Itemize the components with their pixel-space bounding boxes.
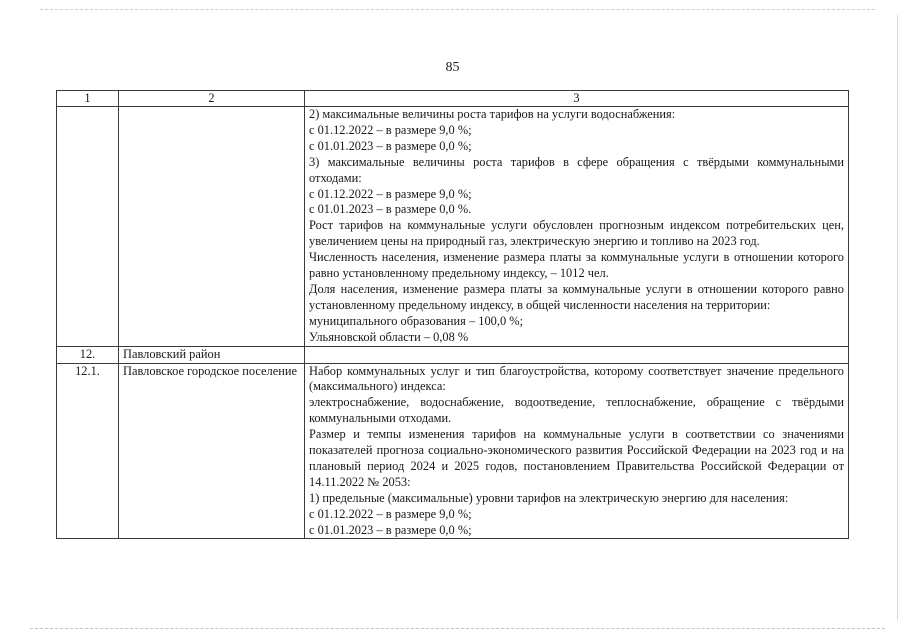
text-line: Ульяновской области – 0,08 % [309,329,469,344]
text-line: Размер и темпы изменения тарифов на коммунальные услуги в соответствии со значениями показателей прогноза социально-экономического развития Российской Федерации на 2023 год и на плановый период 2024 и 2025 годов, постановлением Правительства Российской Федерации от 14.11.2022 № 2053: [309,427,844,489]
text-line: 1) предельные (максимальные) уровни тарифов на электрическую энергию для населения: [309,490,789,505]
scan-edge-top [40,9,875,10]
text-line: с 01.01.2023 – в размере 0,0 %; [309,522,472,537]
text-line: с 01.12.2022 – в размере 9,0 %; [309,506,472,521]
municipality-name [119,107,305,347]
table-row [57,346,849,363]
scan-edge-right [897,15,898,620]
tariff-table [56,90,849,539]
text-line: Численность населения, изменение размера платы за коммунальные услуги в отношении которого равно установленному предельному индексу, – 1012 чел. [309,250,844,281]
row-description [305,346,849,363]
text-line: Доля населения, изменение размера платы за коммунальные услуги в отношении которого равно установленному предельному индексу, в общей численности населения на территории: [309,281,844,312]
row-description [305,107,849,347]
text-line: с 01.01.2023 – в размере 0,0 %. [309,202,472,217]
municipality-name: Павловское городское поселение [119,363,305,539]
row-number [57,107,119,347]
text-line: 3) максимальные величины роста тарифов в сфере обращения с твёрдыми коммунальными отходами: [309,154,844,185]
page-number: 85 [445,60,460,75]
text-line: Набор коммунальных услуг и тип благоустройства, которому соответствует значение предельного (максимального) индекса: [309,363,844,394]
row-number: 12.1. [57,363,119,539]
text-line: с 01.12.2022 – в размере 9,0 %; [309,186,472,201]
column-header: 1 [57,91,119,107]
text-line: Рост тарифов на коммунальные услуги обусловлен прогнозным индексом потребительских цен, увеличением цены на природный газ, электрическую энергию и топливо на 2023 год. [309,218,844,249]
table-header-row [57,91,849,107]
row-description [305,363,849,539]
text-line: муниципального образования – 100,0 %; [309,313,524,328]
column-header: 3 [305,91,849,107]
text-line: с 01.01.2023 – в размере 0,0 %; [309,138,472,153]
text-line: с 01.12.2022 – в размере 9,0 %; [309,122,472,137]
text-line: 2) максимальные величины роста тарифов на услуги водоснабжения: [309,107,676,121]
table-row [57,363,849,539]
column-header: 2 [119,91,305,107]
text-line: электроснабжение, водоснабжение, водоотведение, теплоснабжение, обращение с твёрдыми коммунальными отходами. [309,395,844,426]
scan-edge-bottom [30,628,885,629]
municipality-name: Павловский район [119,346,305,363]
table-row [57,107,849,347]
row-number: 12. [57,346,119,363]
